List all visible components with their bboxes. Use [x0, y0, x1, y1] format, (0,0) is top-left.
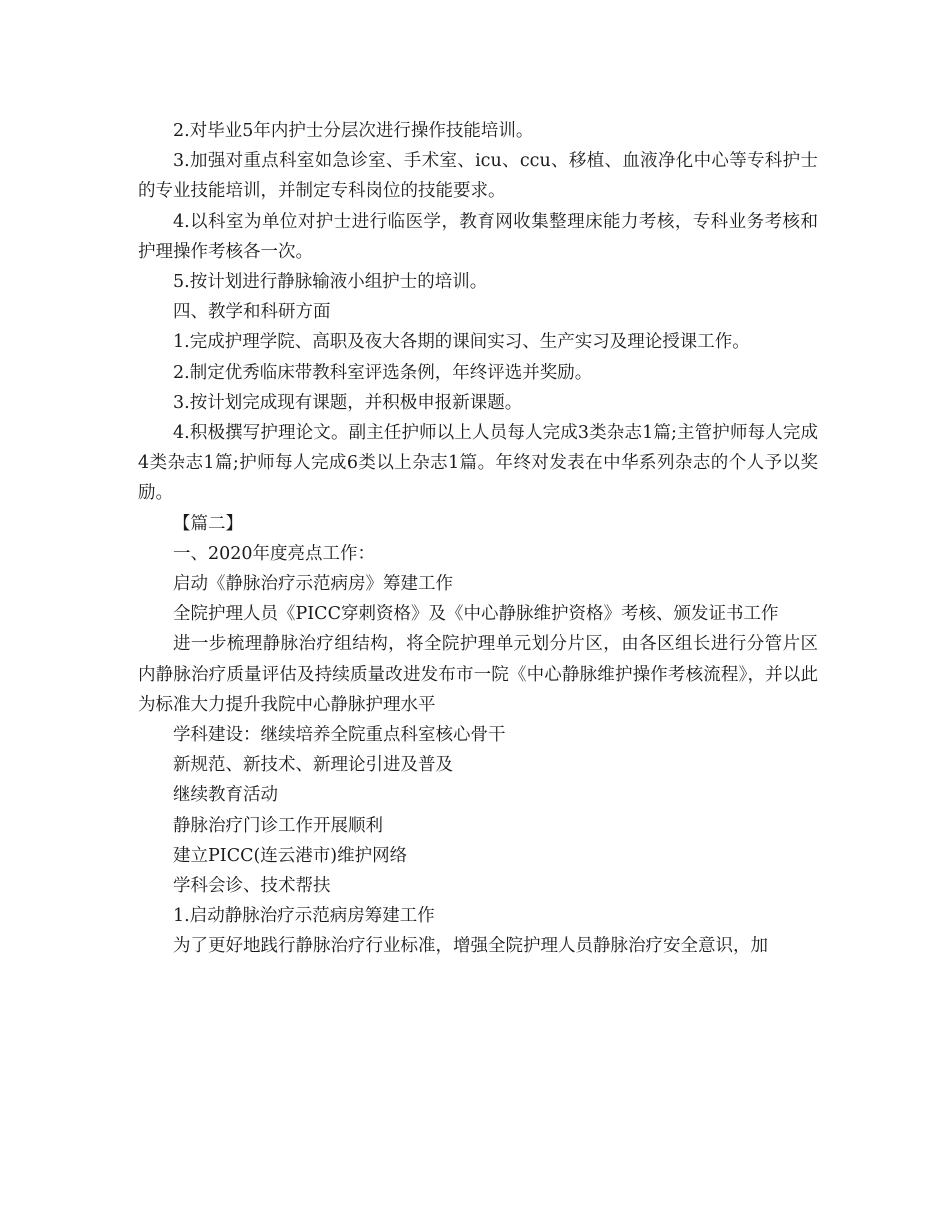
- paragraph-research-projects: 3.按计划完成现有课题，并积极申报新课题。: [173, 392, 523, 413]
- list-item-new-standards: 新规范、新技术、新理论引进及普及: [173, 755, 453, 776]
- list-item-consultation: 学科会诊、技术帮扶: [173, 876, 331, 897]
- paragraph-specialist-training: 3.加强对重点科室如急诊室、手术室、icu、ccu、移植、血液净化中心等专科护士的专业技能培训，并制定专科岗位的技能要求。: [138, 151, 818, 202]
- subheading-demo-ward: 1.启动静脉治疗示范病房筹建工作: [173, 906, 435, 927]
- part-heading-two: 【篇二】: [173, 513, 243, 534]
- paragraph-teaching-awards: 2.制定优秀临床带教科室评选条例，年终评选并奖励。: [173, 362, 593, 383]
- list-item-discipline-building: 学科建设：继续培养全院重点科室核心骨干: [173, 725, 506, 746]
- paragraph-iv-team-training: 5.按计划进行静脉输液小组护士的培训。: [173, 272, 488, 293]
- section-heading-teaching-research: 四、教学和科研方面: [173, 302, 331, 323]
- paragraph-teaching-internships: 1.完成护理学院、高职及夜大各期的课间实习、生产实习及理论授课工作。: [173, 332, 750, 353]
- document-body: [138, 116, 818, 962]
- list-item-iv-team-structure: 进一步梳理静脉治疗组结构，将全院护理单元划分片区，由各区组长进行分管片区内静脉治疗质量评估及持续质量改进发布市一院《中心静脉维护操作考核流程》，并以此为标准大力提升我院中心静脉护理水平: [138, 634, 818, 715]
- list-item-iv-clinic: 静脉治疗门诊工作开展顺利: [173, 815, 383, 836]
- paragraph-training-grads: 2.对毕业5年内护士分层次进行操作技能培训。: [173, 121, 534, 141]
- list-item-picc-network: 建立PICC(连云港市)维护网络: [173, 845, 408, 866]
- paragraph-department-assessment: 4.以科室为单位对护士进行临医学，教育网收集整理床能力考核，专科业务考核和护理操作考核各一次。: [138, 211, 818, 262]
- paragraph-nursing-papers: 4.积极撰写护理论文。副主任护师以上人员每人完成3类杂志1篇;主管护师每人完成4类杂志1篇;护师每人完成6类以上杂志1篇。年终对发表在中华系列杂志的个人予以奖励。: [138, 423, 818, 504]
- list-item-picc-certification: 全院护理人员《PICC穿刺资格》及《中心静脉维护资格》考核、颁发证书工作: [173, 604, 779, 625]
- list-item-demo-ward: 启动《静脉治疗示范病房》筹建工作: [173, 574, 453, 595]
- list-item-continuing-education: 继续教育活动: [173, 785, 278, 806]
- paragraph-demo-ward-intro: 为了更好地践行静脉治疗行业标准，增强全院护理人员静脉治疗安全意识，加: [173, 936, 768, 957]
- section-heading-highlights: 一、2020年度亮点工作：: [173, 543, 376, 564]
